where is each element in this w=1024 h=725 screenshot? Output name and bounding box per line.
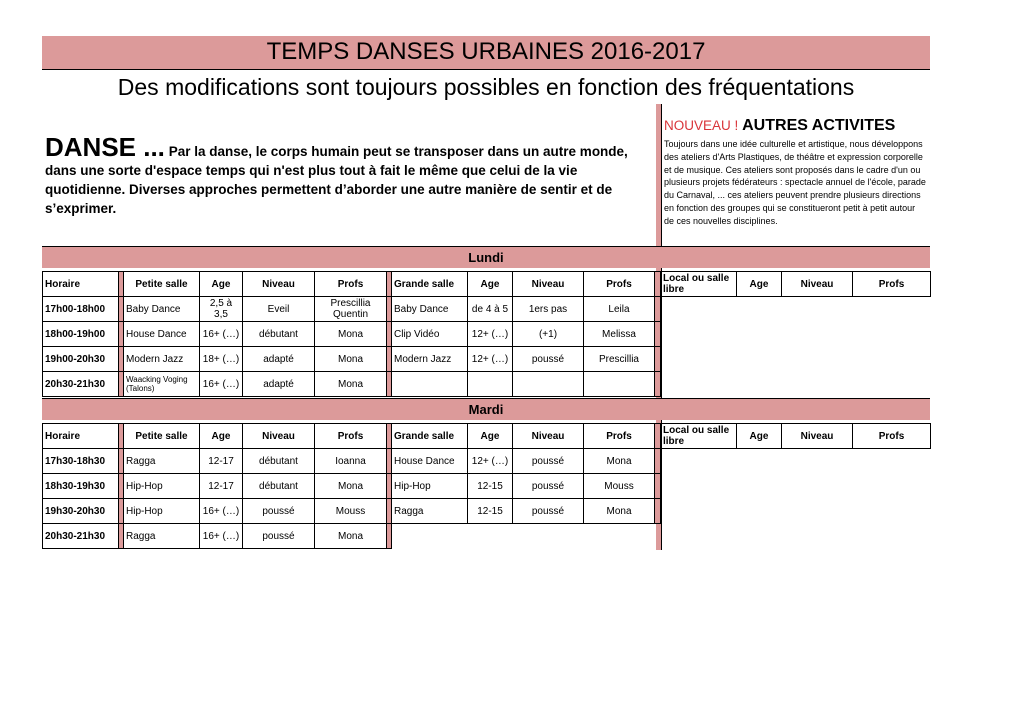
intro-paragraph [45,134,653,218]
col-profs: Profs [584,272,655,297]
col-profs: Profs [584,424,655,449]
table-row: 17h00-18h00 Baby Dance 2,5 à 3,5 Eveil Prescillia Quentin Baby Dance de 4 à 5 1ers pas Leila [43,297,931,322]
col-niveau: Niveau [243,424,315,449]
lundi-title: Lundi [468,250,504,265]
col-niveau: Niveau [782,272,853,297]
col-profs: Profs [853,272,931,297]
page-title: TEMPS DANSES URBAINES 2016-2017 [266,38,706,65]
col-local: Local ou salle libre [661,424,737,449]
table-row: 18h00-19h00 House Dance 16+ (…) débutant Mona Clip Vidéo 12+ (…) (+1) Melissa [43,322,931,347]
lundi-schedule-table [42,271,931,397]
table-row: 20h30-21h30 Ragga 16+ (…) poussé Mona [43,524,931,549]
col-age: Age [200,424,243,449]
intro-text: Par la danse, le corps humain peut se transposer dans un autre monde, dans une sorte d'espace temps qui n'est plus tout à fait le même que celui de la vie quotidienne. Diverses approches permettent d’aborder une autre manière de sentir et de s’exprimer. [45,144,628,216]
table-row: 17h30-18h30 Ragga 12-17 débutant Ioanna House Dance 12+ (…) poussé Mona [43,449,931,474]
mardi-schedule-table [42,423,931,549]
col-local: Local ou salle libre [661,272,737,297]
col-profs: Profs [315,424,387,449]
col-petite-salle: Petite salle [124,272,200,297]
table-header-row [43,424,931,449]
nouveau-label: NOUVEAU ! [664,118,739,133]
nouveau-heading [664,117,934,135]
col-grande-salle: Grande salle [392,424,468,449]
table-row: 18h30-19h30 Hip-Hop 12-17 débutant Mona Hip-Hop 12-15 poussé Mouss [43,474,931,499]
col-niveau: Niveau [243,272,315,297]
col-age: Age [468,272,513,297]
page-subtitle: Des modifications sont toujours possibles en fonction des fréquentations [117,74,855,100]
col-profs: Profs [853,424,931,449]
table-header-row [43,272,931,297]
col-petite-salle: Petite salle [124,424,200,449]
col-grande-salle: Grande salle [392,272,468,297]
col-profs: Profs [315,272,387,297]
col-age: Age [468,424,513,449]
table-row: 19h00-20h30 Modern Jazz 18+ (…) adapté Mona Modern Jazz 12+ (…) poussé Prescillia [43,347,931,372]
col-age: Age [737,424,782,449]
col-horaire: Horaire [43,272,119,297]
table-row: 19h30-20h30 Hip-Hop 16+ (…) poussé Mouss Ragga 12-15 poussé Mona [43,499,931,524]
col-horaire: Horaire [43,424,119,449]
mardi-title: Mardi [468,402,504,417]
col-age: Age [737,272,782,297]
nouveau-title: AUTRES ACTIVITES [742,117,896,134]
intro-heading: DANSE ... [45,132,165,162]
col-age: Age [200,272,243,297]
col-niveau: Niveau [513,424,584,449]
nouveau-text: Toujours dans une idée culturelle et artistique, nous développons des ateliers d'Arts Plastiques, de théâtre et expression corporelle et de musique. Ces ateliers sont proposés dans le cadre d'un ou plusieurs projets fédérateurs : spectacle annuel de l'école, parade du Carnaval, ... ces ateliers peuvent prendre plusieurs directions en fonction des groupes qui se constitueront petit à petit autour de ces nouvelles disciplines. [664,139,926,226]
col-niveau: Niveau [782,424,853,449]
table-row: 20h30-21h30 Waacking Voging (Talons) 16+ (…) adapté Mona [43,372,931,397]
col-niveau: Niveau [513,272,584,297]
